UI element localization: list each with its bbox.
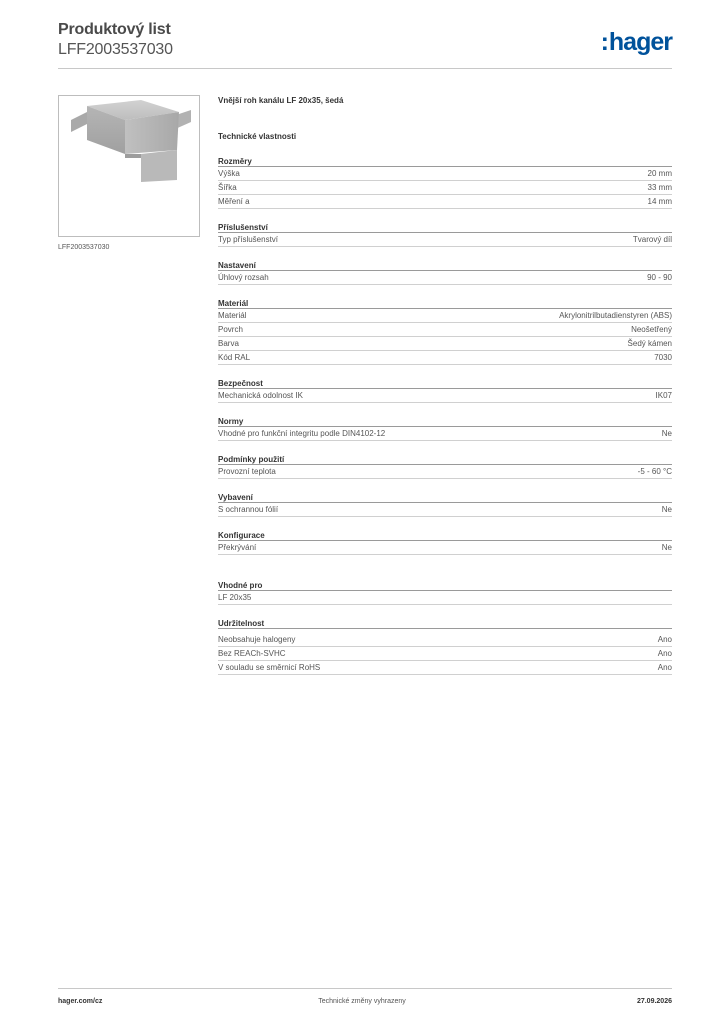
spec-row (218, 661, 672, 675)
spec-label: Povrch (218, 325, 243, 334)
spec-group-conditions (218, 454, 672, 479)
product-name: Vnější roh kanálu LF 20x35, šedá (218, 96, 344, 105)
group-title: Rozměry (218, 156, 672, 167)
spec-row (218, 323, 672, 337)
spec-row (218, 541, 672, 555)
image-caption: LFF2003537030 (58, 244, 110, 251)
spec-value: Akrylonitrilbutadienstyren (ABS) (559, 311, 672, 320)
spec-label: Barva (218, 339, 239, 348)
group-title: Vybavení (218, 492, 672, 503)
spec-label: Překrývání (218, 543, 257, 552)
spec-value: Neošetřený (631, 325, 672, 334)
product-code: LFF2003537030 (58, 41, 173, 58)
spec-label: Mechanická odolnost IK (218, 391, 303, 400)
spec-value: 20 mm (647, 169, 672, 178)
spec-label: Šířka (218, 183, 237, 192)
page-title: Produktový list (58, 21, 171, 38)
spec-group-safety (218, 378, 672, 403)
group-title: Normy (218, 416, 672, 427)
technical-properties-title: Technické vlastnosti (218, 132, 297, 141)
footer-date: 27.09.2026 (636, 998, 672, 1005)
spec-value: Šedý kámen (627, 339, 672, 348)
header-divider (58, 68, 672, 69)
spec-value: Ne (661, 543, 672, 552)
spec-row (218, 633, 672, 647)
spec-value: Ano (657, 649, 672, 658)
cable-trunking-external-corner-icon (59, 96, 199, 236)
spec-value: -5 - 60 °C (637, 467, 672, 476)
specification-content (218, 95, 672, 675)
group-title: Konfigurace (218, 530, 672, 541)
spec-label: Měření a (218, 197, 250, 206)
spec-row (218, 465, 672, 479)
spec-label: Výška (218, 169, 240, 178)
group-title: Vhodné pro (218, 580, 672, 591)
spec-label: Typ příslušenství (218, 235, 279, 244)
logo-text: hager (608, 28, 672, 56)
spec-row (218, 351, 672, 365)
footer-divider (58, 988, 672, 989)
spec-value: 90 - 90 (647, 273, 672, 282)
spec-group-standards (218, 416, 672, 441)
spec-group-configuration (218, 530, 672, 555)
spec-row (218, 167, 672, 181)
spec-label: Úhlový rozsah (218, 273, 269, 282)
logo-colon: : (600, 28, 609, 56)
sustainability-section (218, 618, 672, 675)
group-title: Podmínky použití (218, 454, 672, 465)
group-title: Udržitelnost (218, 618, 672, 629)
spec-value: Tvarový díl (632, 235, 672, 244)
spec-value: Ano (657, 635, 672, 644)
spec-row (218, 389, 672, 403)
spec-row (218, 503, 672, 517)
spec-value: Ne (661, 429, 672, 438)
suitable-for-section (218, 580, 672, 605)
spec-row (218, 427, 672, 441)
spec-row (218, 337, 672, 351)
hager-logo[interactable] (601, 28, 672, 56)
spec-label: Vhodné pro funkční integritu podle DIN4102-12 (218, 429, 386, 438)
spec-value: 7030 (654, 353, 672, 362)
spec-group-settings (218, 260, 672, 285)
spec-value: Ne (661, 505, 672, 514)
spec-label: Bez REACh-SVHC (218, 649, 286, 658)
spec-group-equipment (218, 492, 672, 517)
spec-row (218, 233, 672, 247)
spec-value: 14 mm (647, 197, 672, 206)
spec-row (218, 181, 672, 195)
spec-group-dimensions (218, 156, 672, 209)
spec-row (218, 309, 672, 323)
spec-label: Provozní teplota (218, 467, 276, 476)
spec-label: Materiál (218, 311, 247, 320)
spec-group-accessories (218, 222, 672, 247)
spec-row (218, 271, 672, 285)
spec-row (218, 647, 672, 661)
spec-label: Neobsahuje halogeny (218, 635, 296, 644)
spec-row (218, 195, 672, 209)
spec-value: IK07 (655, 391, 672, 400)
spec-value: Ano (657, 663, 672, 672)
group-title: Materiál (218, 298, 672, 309)
group-title: Nastavení (218, 260, 672, 271)
suitable-item[interactable]: LF 20x35 (218, 591, 672, 605)
product-image (58, 95, 200, 237)
spec-label: V souladu se směrnicí RoHS (218, 663, 321, 672)
group-title: Příslušenství (218, 222, 672, 233)
footer-website-link[interactable]: hager.com/cz (58, 998, 103, 1005)
footer-disclaimer: Technické změny vyhrazeny (318, 998, 406, 1005)
spec-group-material (218, 298, 672, 365)
spec-label: Kód RAL (218, 353, 251, 362)
page-header (58, 20, 672, 68)
group-title: Bezpečnost (218, 378, 672, 389)
spec-label: S ochrannou fólií (218, 505, 279, 514)
spec-value: 33 mm (647, 183, 672, 192)
